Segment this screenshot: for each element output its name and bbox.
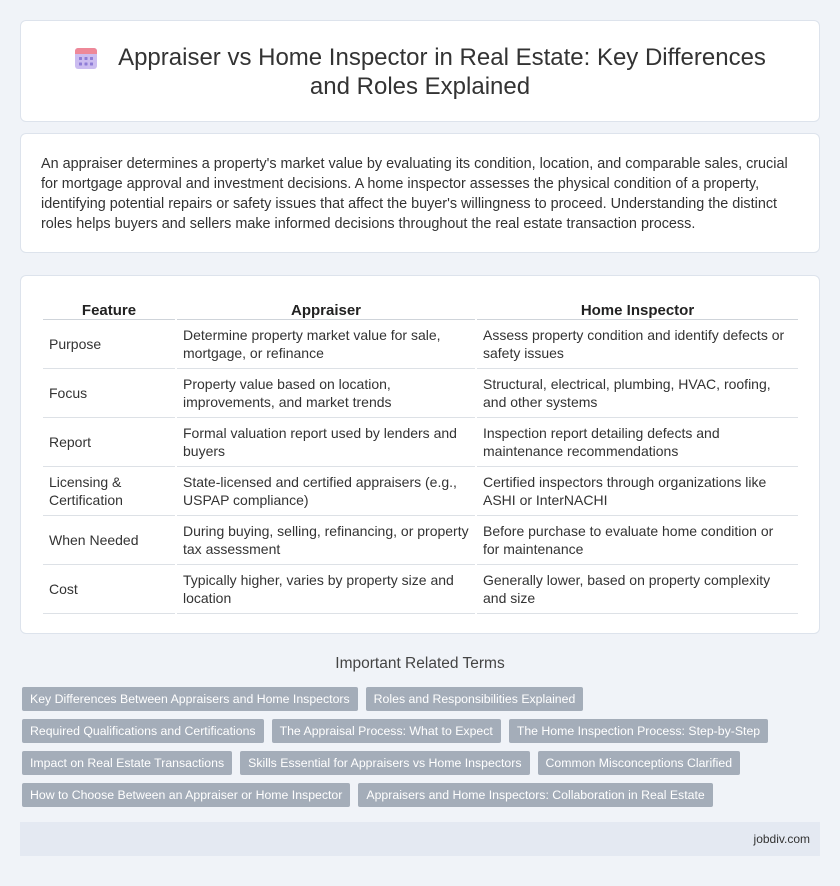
related-terms-heading: Important Related Terms bbox=[335, 655, 505, 672]
footer bbox=[20, 822, 820, 856]
page-header bbox=[51, 43, 789, 101]
table-row bbox=[43, 319, 798, 368]
table-row bbox=[43, 368, 798, 417]
row-home-inspector: Certified inspectors through organizations like ASHI or InterNACHI bbox=[476, 466, 798, 515]
footer-site-link[interactable]: jobdiv.com bbox=[753, 832, 810, 846]
row-feature: When Needed bbox=[43, 515, 176, 564]
row-feature: Focus bbox=[43, 368, 176, 417]
calendar-grid-icon bbox=[74, 46, 98, 70]
related-term-link[interactable]: Required Qualifications and Certifications bbox=[22, 719, 264, 743]
row-appraiser: Formal valuation report used by lenders and buyers bbox=[176, 417, 476, 466]
related-term-link[interactable]: Common Misconceptions Clarified bbox=[538, 751, 741, 775]
row-home-inspector: Inspection report detailing defects and maintenance recommendations bbox=[476, 417, 798, 466]
row-appraiser: State-licensed and certified appraisers (e.g., USPAP compliance) bbox=[176, 466, 476, 515]
row-home-inspector: Generally lower, based on property complexity and size bbox=[476, 564, 798, 613]
related-term-link[interactable]: How to Choose Between an Appraiser or Home Inspector bbox=[22, 783, 350, 807]
row-appraiser: Typically higher, varies by property size and location bbox=[176, 564, 476, 613]
row-appraiser: During buying, selling, refinancing, or property tax assessment bbox=[176, 515, 476, 564]
intro-paragraph: An appraiser determines a property's market value by evaluating its condition, location, and comparable sales, crucial for mortgage approval and investment decisions. A home inspector assesses the physical condition of a property, identifying potential repairs or safety issues that affect the buyer's willingness to proceed. Understanding the distinct roles helps buyers and sellers make informed decisions throughout the real estate transaction process. bbox=[41, 156, 788, 232]
table-row bbox=[43, 515, 798, 564]
intro-card bbox=[20, 133, 820, 253]
related-term-link[interactable]: Key Differences Between Appraisers and Home Inspectors bbox=[22, 687, 358, 711]
title-card bbox=[20, 20, 820, 122]
row-feature: Cost bbox=[43, 564, 176, 613]
related-term-link[interactable]: The Home Inspection Process: Step-by-Step bbox=[509, 719, 768, 743]
row-feature: Licensing & Certification bbox=[43, 466, 176, 515]
header-home-inspector: Home Inspector bbox=[476, 296, 798, 319]
header-feature: Feature bbox=[43, 296, 176, 319]
row-appraiser: Determine property market value for sale, mortgage, or refinance bbox=[176, 319, 476, 368]
related-term-link[interactable]: The Appraisal Process: What to Expect bbox=[272, 719, 501, 743]
comparison-table bbox=[43, 296, 798, 614]
row-feature: Purpose bbox=[43, 319, 176, 368]
page-title: Appraiser vs Home Inspector in Real Estate: Key Differences and Roles Explained bbox=[118, 44, 766, 100]
table-row bbox=[43, 417, 798, 466]
row-home-inspector: Assess property condition and identify defects or safety issues bbox=[476, 319, 798, 368]
comparison-card bbox=[20, 275, 820, 634]
row-home-inspector: Before purchase to evaluate home condition or for maintenance bbox=[476, 515, 798, 564]
row-appraiser: Property value based on location, improvements, and market trends bbox=[176, 368, 476, 417]
row-feature: Report bbox=[43, 417, 176, 466]
related-term-link[interactable]: Impact on Real Estate Transactions bbox=[22, 751, 232, 775]
related-term-link[interactable]: Skills Essential for Appraisers vs Home Inspectors bbox=[240, 751, 529, 775]
table-row bbox=[43, 466, 798, 515]
related-term-link[interactable]: Roles and Responsibilities Explained bbox=[366, 687, 584, 711]
table-row bbox=[43, 564, 798, 613]
related-terms-list bbox=[22, 687, 818, 815]
related-term-link[interactable]: Appraisers and Home Inspectors: Collaboration in Real Estate bbox=[358, 783, 712, 807]
table-header-row bbox=[43, 296, 798, 319]
row-home-inspector: Structural, electrical, plumbing, HVAC, roofing, and other systems bbox=[476, 368, 798, 417]
header-appraiser: Appraiser bbox=[176, 296, 476, 319]
